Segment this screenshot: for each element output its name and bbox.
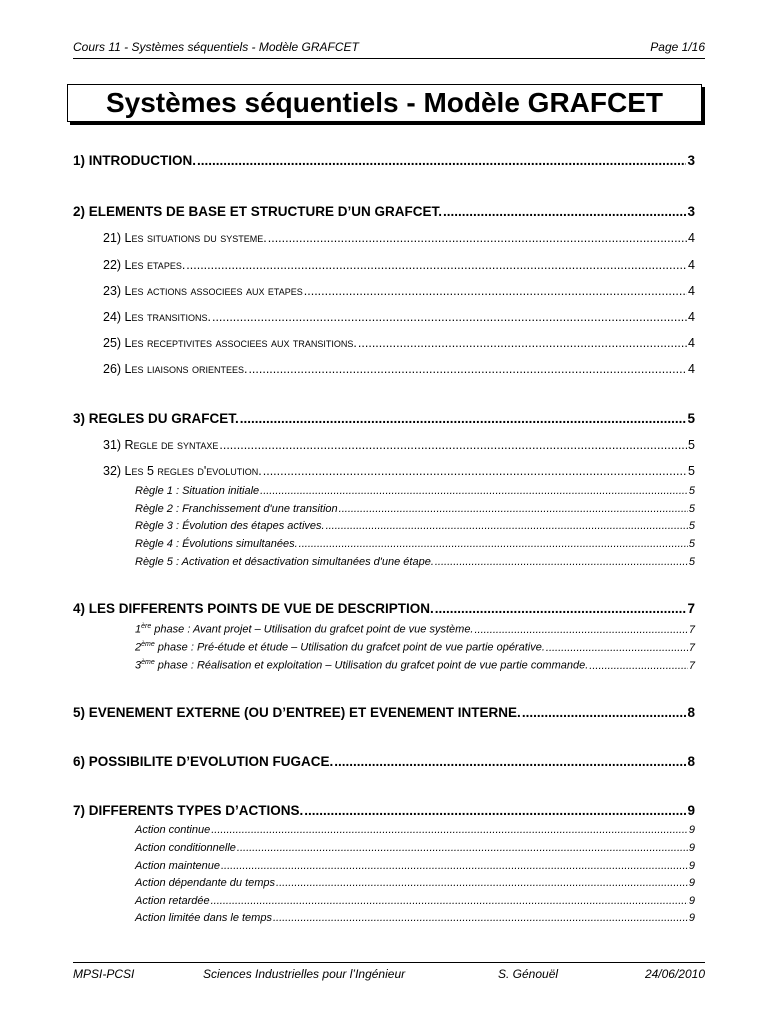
toc-entry-regles[interactable]: 3) REGLES DU GRAFCET. ..... 5 bbox=[73, 411, 695, 426]
header-page-number: Page 1/16 bbox=[650, 40, 705, 54]
toc-entry-25[interactable]: 25) Les receptivites associees aux transitions. ..... 4 bbox=[103, 336, 695, 350]
toc-entry-regle-5[interactable]: Règle 5 : Activation et désactivation simultanées d'une étape. ..... 5 bbox=[135, 556, 695, 568]
toc-entry-24[interactable]: 24) Les transitions. ..... 4 bbox=[103, 310, 695, 324]
footer-date: 24/06/2010 bbox=[644, 967, 705, 981]
toc-entry-23[interactable]: 23) Les actions associees aux etapes ..... 4 bbox=[103, 284, 695, 298]
toc-entry-action-continue[interactable]: Action continue ..... 9 bbox=[135, 824, 695, 836]
toc-entry-action-maintenue[interactable]: Action maintenue ..... 9 bbox=[135, 860, 695, 872]
document-title-box bbox=[67, 84, 702, 122]
toc-entry-phase-2[interactable]: 2ème phase : Pré-étude et étude – Utilisation du grafcet point de vue partie opérative. ..... 7 bbox=[135, 641, 695, 654]
toc-entry-points-de-vue[interactable]: 4) LES DIFFERENTS POINTS DE VUE DE DESCRIPTION. ..... 7 bbox=[73, 601, 695, 616]
toc-entry-regle-2[interactable]: Règle 2 : Franchissement d'une transition ..... 5 bbox=[135, 503, 695, 515]
toc-entry-regle-3[interactable]: Règle 3 : Évolution des étapes actives. ..... 5 bbox=[135, 520, 695, 532]
toc-entry-phase-1[interactable]: 1ère phase : Avant projet – Utilisation du grafcet point de vue système. ..... 7 bbox=[135, 623, 695, 636]
toc-entry-introduction[interactable]: 1) INTRODUCTION. ..... 3 bbox=[73, 153, 695, 168]
toc-entry-22[interactable]: 22) Les etapes. ..... 4 bbox=[103, 258, 695, 272]
footer-class: MPSI-PCSI bbox=[73, 967, 135, 981]
document-title: Systèmes séquentiels - Modèle GRAFCET bbox=[105, 87, 664, 118]
toc-entry-elements[interactable]: 2) ELEMENTS DE BASE ET STRUCTURE D’UN GRAFCET. ..... 3 bbox=[73, 204, 695, 219]
toc-entry-26[interactable]: 26) Les liaisons orientees. ..... 4 bbox=[103, 362, 695, 376]
toc-entry-action-conditionnelle[interactable]: Action conditionnelle ..... 9 bbox=[135, 842, 695, 854]
toc-entry-action-retardee[interactable]: Action retardée ..... 9 bbox=[135, 895, 695, 907]
page-footer bbox=[73, 962, 705, 983]
toc-entry-phase-3[interactable]: 3ème phase : Réalisation et exploitation – Utilisation du grafcet point de vue partie commande. ..... 7 bbox=[135, 659, 695, 672]
toc-entry-regle-1[interactable]: Règle 1 : Situation initiale ..... 5 bbox=[135, 485, 695, 497]
toc-entry-evenement[interactable]: 5) EVENEMENT EXTERNE (OU D’ENTREE) ET EVENEMENT INTERNE. ..... 8 bbox=[73, 705, 695, 720]
toc-entry-regle-4[interactable]: Règle 4 : Évolutions simultanées. ..... 5 bbox=[135, 538, 695, 550]
header-course-title: Cours 11 - Systèmes séquentiels - Modèle GRAFCET bbox=[73, 40, 359, 54]
page-header bbox=[73, 40, 705, 59]
toc-entry-21[interactable]: 21) Les situations du systeme. ..... 4 bbox=[103, 231, 695, 245]
toc-entry-fugace[interactable]: 6) POSSIBILITE D’EVOLUTION FUGACE. ..... 8 bbox=[73, 754, 695, 769]
toc-entry-actions[interactable]: 7) DIFFERENTS TYPES D’ACTIONS. ..... 9 bbox=[73, 803, 695, 818]
toc-entry-31[interactable]: 31) Regle de syntaxe ..... 5 bbox=[103, 438, 695, 452]
toc-entry-action-limitee[interactable]: Action limitée dans le temps ..... 9 bbox=[135, 912, 695, 924]
footer-author: S. Génouël bbox=[498, 967, 559, 981]
toc-entry-32[interactable]: 32) Les 5 regles d'evolution. ..... 5 bbox=[103, 464, 695, 478]
toc-entry-action-dependante[interactable]: Action dépendante du temps ..... 9 bbox=[135, 877, 695, 889]
footer-subject: Sciences Industrielles pour l’Ingénieur bbox=[203, 967, 406, 981]
